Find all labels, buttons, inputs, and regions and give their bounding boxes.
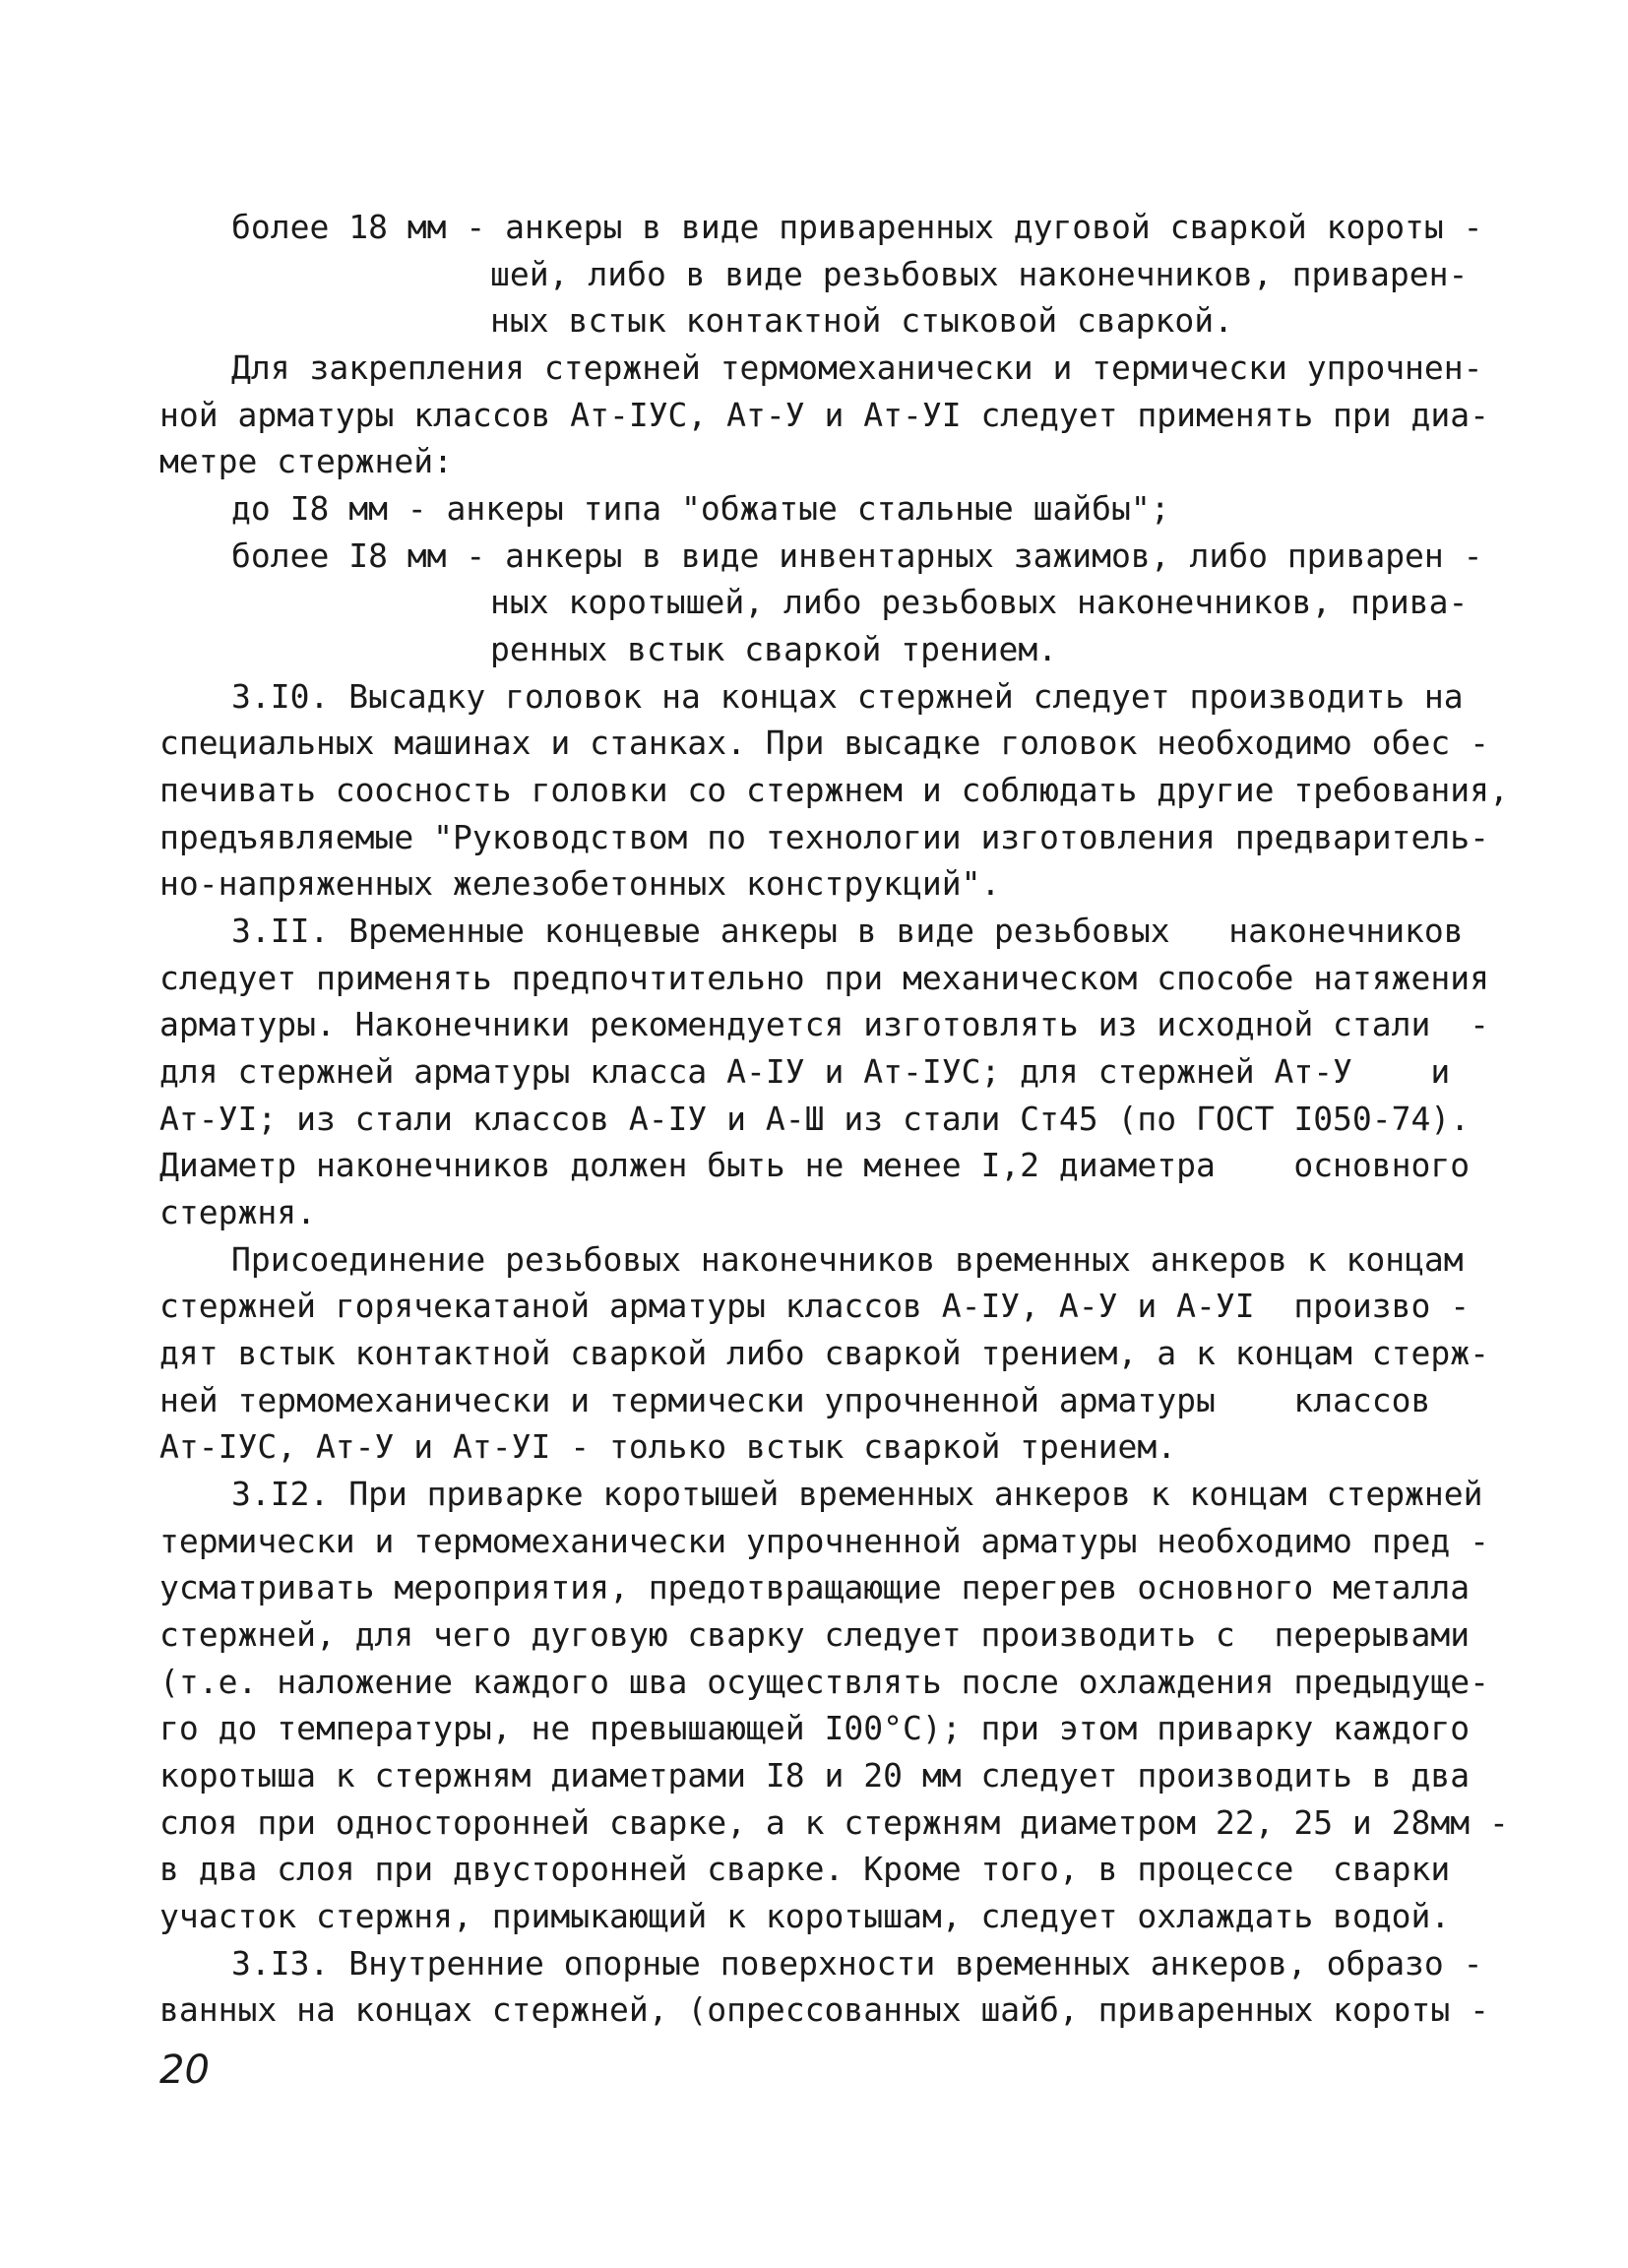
section-heading-line: 3.I2. При приварке коротышей временных анкеров к концам стержней bbox=[231, 1475, 1483, 1513]
text-line: Ат-УI; из стали классов А-IУ и А-Ш из стали Ст45 (по ГОСТ I050-74). bbox=[159, 1100, 1471, 1138]
text-line: коротыша к стержням диаметрами I8 и 20 мм следует производить в два bbox=[159, 1756, 1471, 1795]
text-line: ней термомеханически и термически упрочненной арматуры классов bbox=[159, 1381, 1431, 1419]
text-line: до I8 мм - анкеры типа "обжатые стальные шайбы"; bbox=[231, 489, 1170, 528]
text-line: в два слоя при двусторонней сварке. Кроме того, в процессе сварки bbox=[159, 1850, 1451, 1888]
text-line: термически и термомеханически упрочненной арматуры необходимо пред - bbox=[159, 1522, 1490, 1560]
page-number: 20 bbox=[159, 2048, 210, 2093]
text-line: более I8 мм - анкеры в виде инвентарных зажимов, либо приварен - bbox=[231, 536, 1483, 575]
text-line: печивать соосность головки со стержнем и соблюдать другие требования, bbox=[159, 771, 1509, 809]
section-heading-line: 3.I0. Высадку головок на концах стержней следует производить на bbox=[231, 677, 1464, 716]
text-line: арматуры. Наконечники рекомендуется изготовлять из исходной стали - bbox=[159, 1005, 1490, 1043]
section-heading-line: 3.I3. Внутренние опорные поверхности временных анкеров, образо - bbox=[231, 1944, 1483, 1983]
text-line: (т.е. наложение каждого шва осуществлять после охлаждения предыдуще- bbox=[159, 1663, 1490, 1701]
text-line: метре стержней: bbox=[159, 442, 454, 480]
section-heading-line: 3.II. Временные концевые анкеры в виде резьбовых наконечников bbox=[231, 912, 1464, 950]
text-line: Ат-IУС, Ат-У и Ат-УI - только встык сваркой трением. bbox=[159, 1427, 1177, 1466]
text-line: ванных на концах стержней, (опрессованных шайб, приваренных короты - bbox=[159, 1990, 1490, 2029]
text-line: стержней, для чего дуговую сварку следует производить с перерывами bbox=[159, 1615, 1471, 1654]
text-line: участок стержня, примыкающий к коротышам, следует охлаждать водой. bbox=[159, 1897, 1451, 1935]
text-line: более 18 мм - анкеры в виде приваренных дуговой сваркой короты - bbox=[231, 208, 1483, 246]
text-line: усматривать мероприятия, предотвращающие перегрев основного металла bbox=[159, 1568, 1471, 1606]
text-line: стержней горячекатаной арматуры классов А-IУ, А-У и А-УI произво - bbox=[159, 1287, 1471, 1325]
text-line: ной арматуры классов Ат-IУС, Ат-У и Ат-УI следует применять при диа- bbox=[159, 396, 1490, 434]
text-line: для стержней арматуры класса А-IУ и Ат-IУС; для стержней Ат-У и bbox=[159, 1052, 1451, 1091]
text-line: дят встык контактной сваркой либо сваркой трением, а к концам стерж- bbox=[159, 1334, 1490, 1372]
text-line: специальных машинах и станках. При высадке головок необходимо обес - bbox=[159, 724, 1490, 762]
text-line: но-напряженных железобетонных конструкций". bbox=[159, 864, 1001, 903]
text-line: ренных встык сваркой трением. bbox=[490, 630, 1058, 668]
text-line: Для закрепления стержней термомеханически и термически упрочнен- bbox=[231, 348, 1483, 387]
text-line: слоя при односторонней сварке, а к стержням диаметром 22, 25 и 28мм - bbox=[159, 1803, 1509, 1842]
text-line: шей, либо в виде резьбовых наконечников, приварен- bbox=[490, 255, 1469, 293]
text-line: стержня. bbox=[159, 1193, 316, 1231]
text-line: ных встык контактной стыковой сваркой. bbox=[490, 301, 1233, 340]
text-line: следует применять предпочтительно при механическом способе натяжения bbox=[159, 959, 1490, 997]
text-line: ных коротышей, либо резьбовых наконечников, прива- bbox=[490, 583, 1469, 621]
text-line: го до температуры, не превышающей I00°С); при этом приварку каждого bbox=[159, 1709, 1471, 1747]
text-line: предъявляемые "Руководством по технологии изготовления предваритель- bbox=[159, 818, 1490, 856]
text-line: Присоединение резьбовых наконечников временных анкеров к концам bbox=[231, 1240, 1464, 1279]
text-line: Диаметр наконечников должен быть не менее I,2 диаметра основного bbox=[159, 1146, 1471, 1184]
